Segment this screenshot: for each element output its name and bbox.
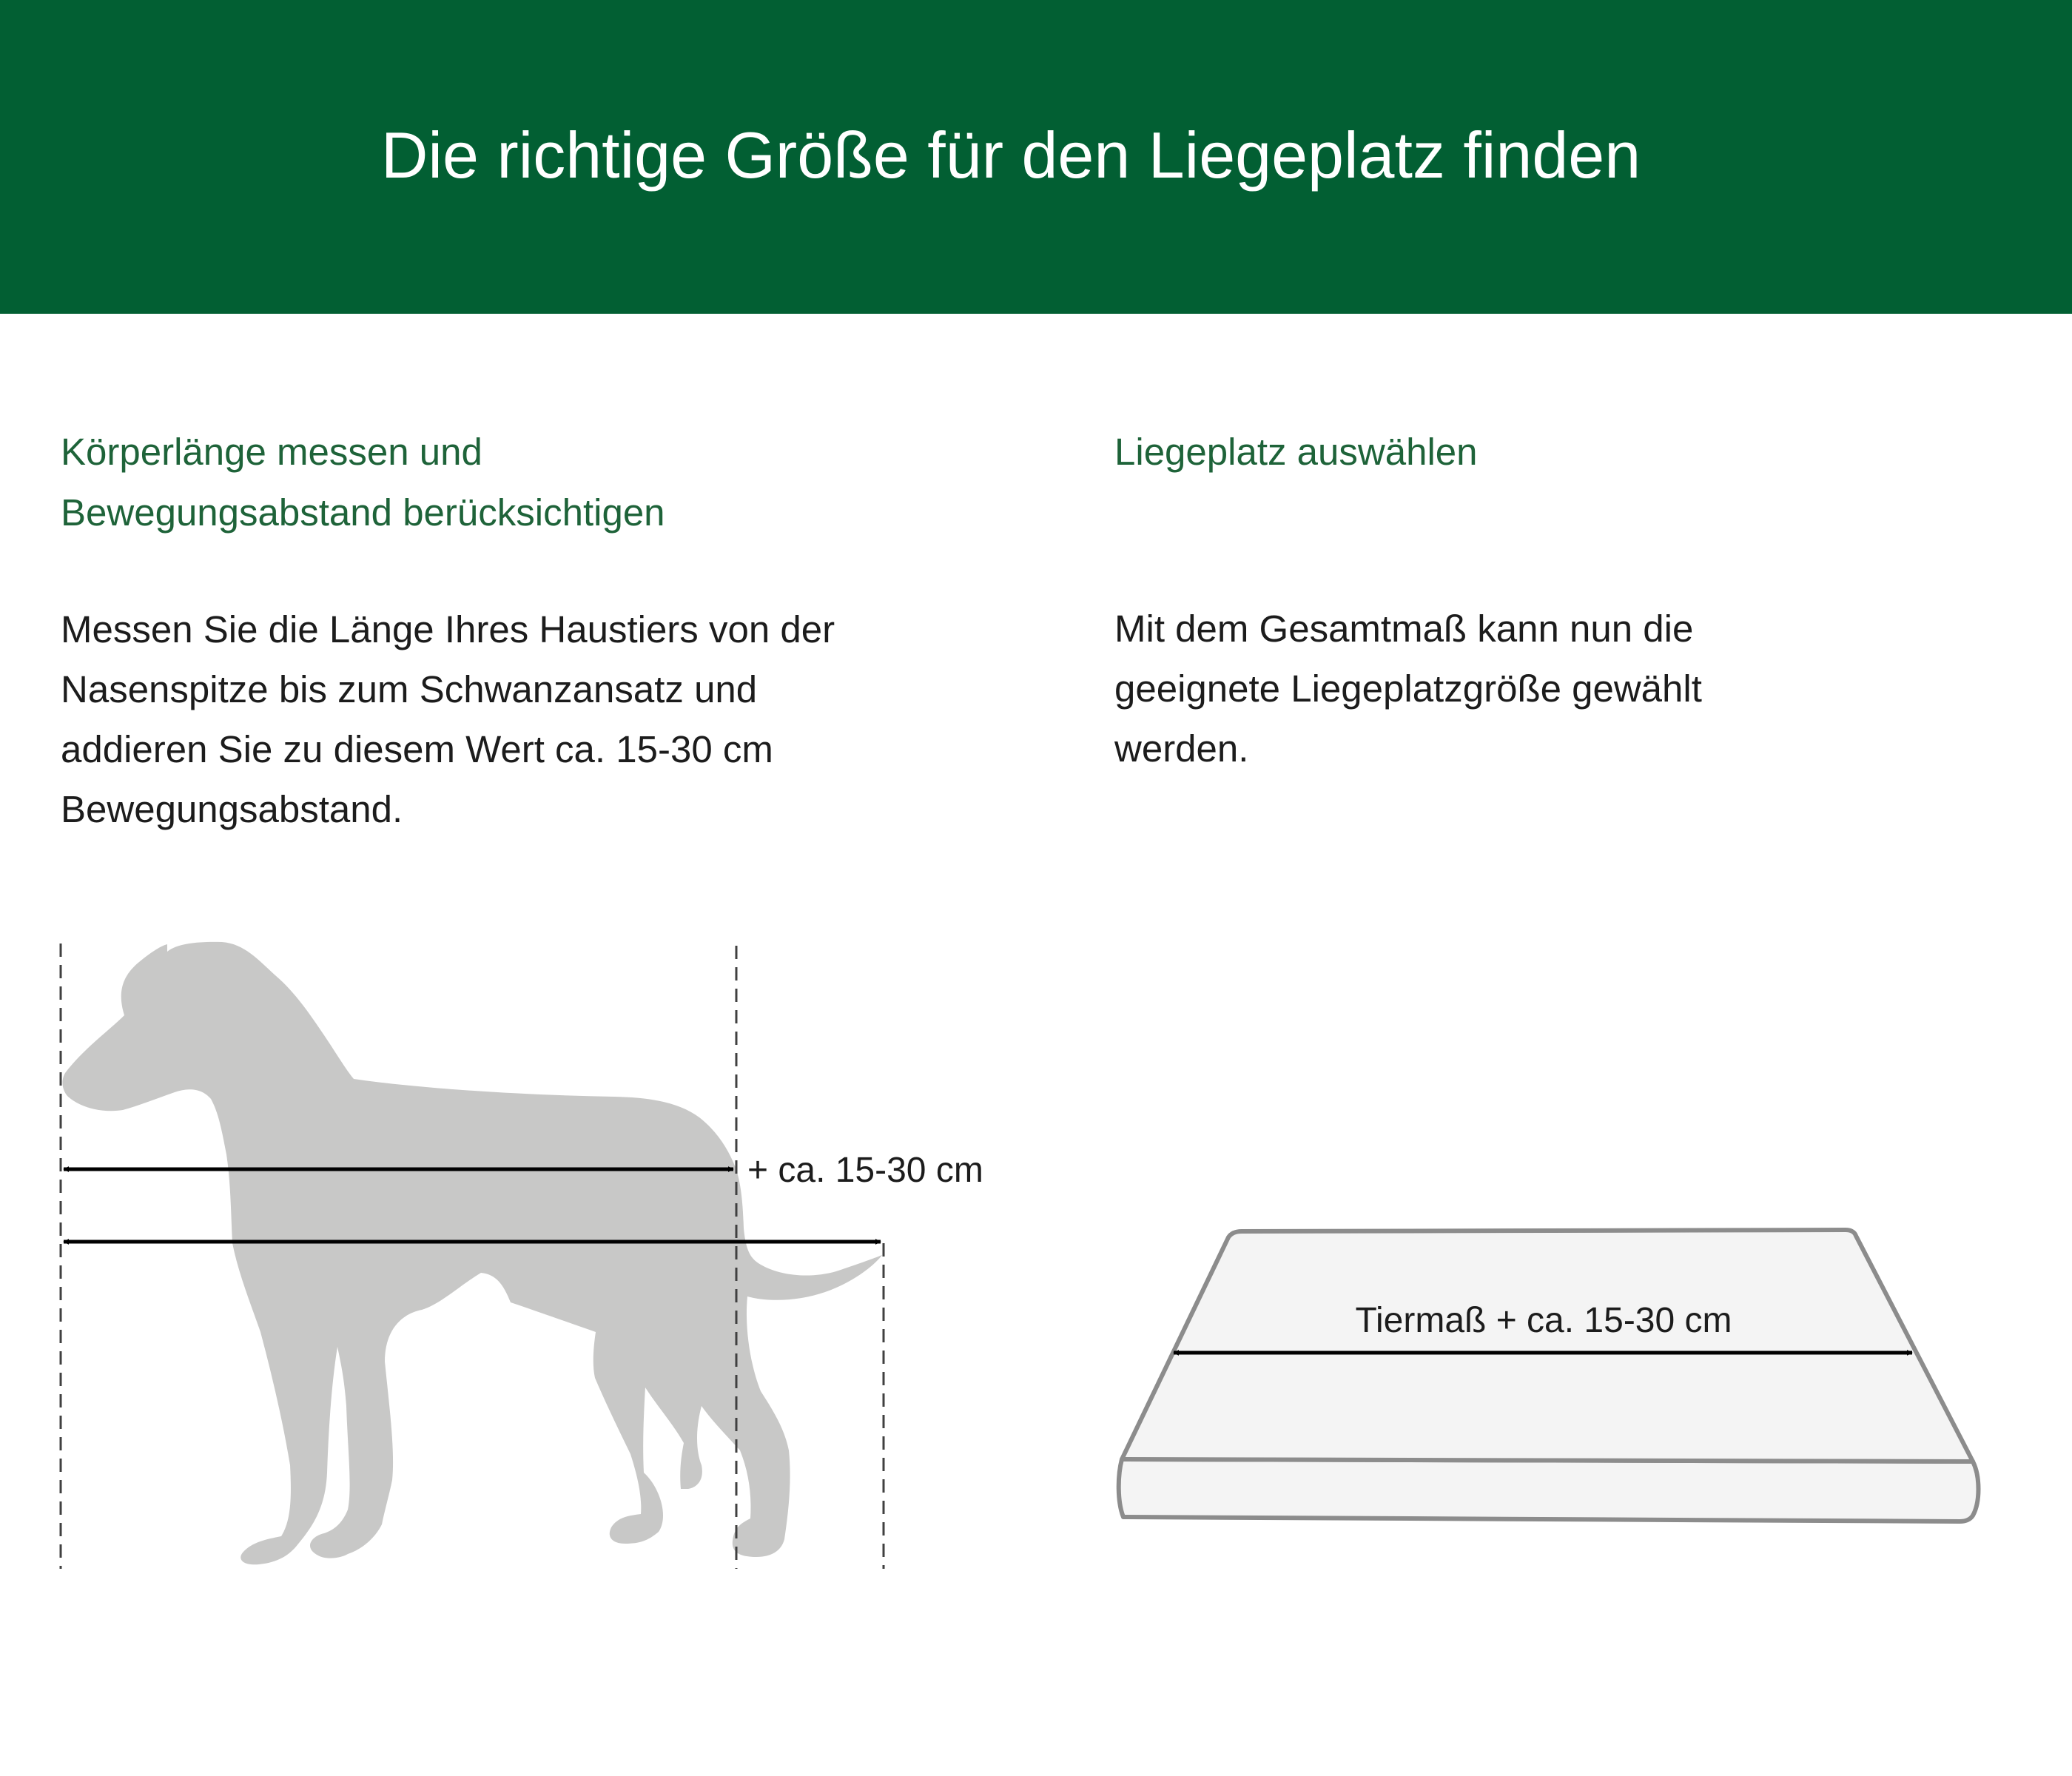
left-body-line: addieren Sie zu diesem Wert ca. 15-30 cm xyxy=(61,728,773,770)
right-body-line: geeignete Liegeplatzgröße gewählt xyxy=(1114,667,1702,710)
page-title: Die richtige Größe für den Liegeplatz finden xyxy=(380,118,1641,192)
right-heading: Liegeplatz auswählen xyxy=(1114,431,1478,473)
bed-size-label: Tiermaß + ca. 15-30 cm xyxy=(1355,1301,1732,1340)
left-body-line: Nasenspitze bis zum Schwanzansatz und xyxy=(61,668,758,710)
right-body-line: Mit dem Gesamtmaß kann nun die xyxy=(1114,608,1694,650)
left-body-line: Bewegungsabstand. xyxy=(61,788,403,830)
left-heading-line: Körperlänge messen und xyxy=(61,431,482,473)
dog-bed-icon xyxy=(1119,1230,1979,1521)
left-body-line: Messen Sie die Länge Ihres Haustiers von der xyxy=(61,608,835,650)
right-body-line: werden. xyxy=(1114,727,1249,770)
bed-cushion-side xyxy=(1119,1459,1979,1521)
left-heading-line: Bewegungsabstand berücksichtigen xyxy=(61,491,665,534)
extra-space-label: + ca. 15-30 cm xyxy=(747,1151,983,1190)
dog-silhouette-icon xyxy=(63,942,882,1564)
bed-cushion-top xyxy=(1122,1230,1973,1462)
